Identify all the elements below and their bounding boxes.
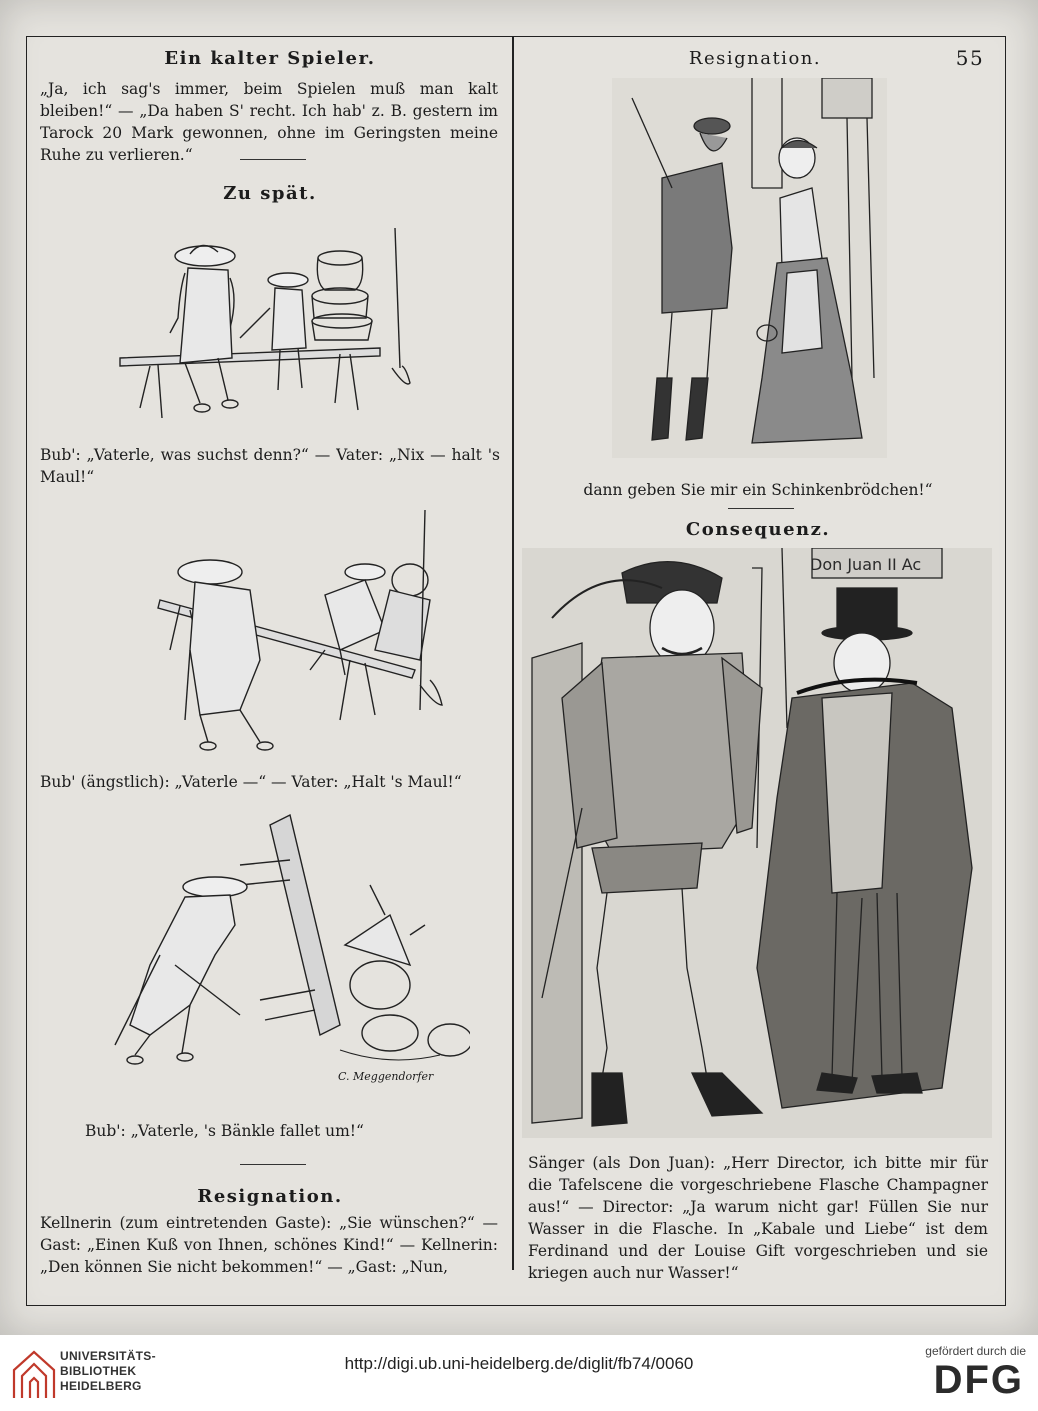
story-text: Sänger (als Don Juan): „Herr Director, ich bitte mir für die Tafelscene die vorgeschriebene Flasche Champagner aus!“ — Director: „Ja warum nicht gar! Füllen Sie nur Wasser in die Flasche. In „Kabale und Liebe“ ist dem Ferdinand und der Louise Gift vorgeschrieben und sie kriegen auch nur Wasser!“ [528,1154,988,1282]
illustration-caption: Bub': „Vaterle, was suchst denn?“ — Vater: „Nix — halt 's Maul!“ [40,446,500,486]
illustration-caption: Bub' (ängstlich): „Vaterle —“ — Vater: „Halt 's Maul!“ [40,773,462,791]
story-title: Zu spät. [223,183,317,204]
illustration-bench-fallen [90,805,470,1095]
dfg-logo: DFG [933,1358,1024,1402]
story-title: Consequenz. [685,519,831,540]
story-text: Kellnerin (zum eintretenden Gaste): „Sie wünschen?“ — Gast: „Einen Kuß von Ihnen, schönes Kind!“ — Kellnerin: „Den können Sie nicht bekommen!“ — „Gast: „Nun, [40,1214,498,1276]
illustration-bench-sitting [110,218,420,428]
column-divider [512,36,514,1270]
library-name: UNIVERSITÄTS- BIBLIOTHEK HEIDELBERG [60,1349,156,1393]
illustration-bench-tipping [150,510,450,755]
artist-signature: C. Meggendorfer [338,1070,434,1083]
separator [240,1164,306,1165]
illustration-singer-director [522,548,992,1138]
story-title: Resignation. [197,1186,343,1207]
story-text-continued: dann geben Sie mir ein Schinkenbrödchen!“ [583,481,933,499]
story-text: „Ja, ich sag's immer, beim Spielen muß man kalt bleiben!“ — „Da haben S' recht. Ich hab' z. B. gestern im Tarock 20 Mark gewonnen, ohne im Geringsten meine Ruhe zu verlieren.“ [40,80,498,164]
funded-by-label: gefördert durch die [925,1344,1026,1358]
source-url[interactable]: http://digi.ub.uni-heidelberg.de/diglit/fb74/0060 [344,1354,694,1373]
story-title: Ein kalter Spieler. [164,48,376,69]
illustration-hunter-waitress [612,78,887,458]
separator [728,508,794,509]
page-number: 55 [955,46,985,70]
illustration-caption: Bub': „Vaterle, 's Bänkle fallet um!“ [85,1122,364,1140]
poster-text: Don Juan II Ac [810,555,922,574]
separator [240,159,306,160]
running-head: Resignation. [688,48,822,69]
